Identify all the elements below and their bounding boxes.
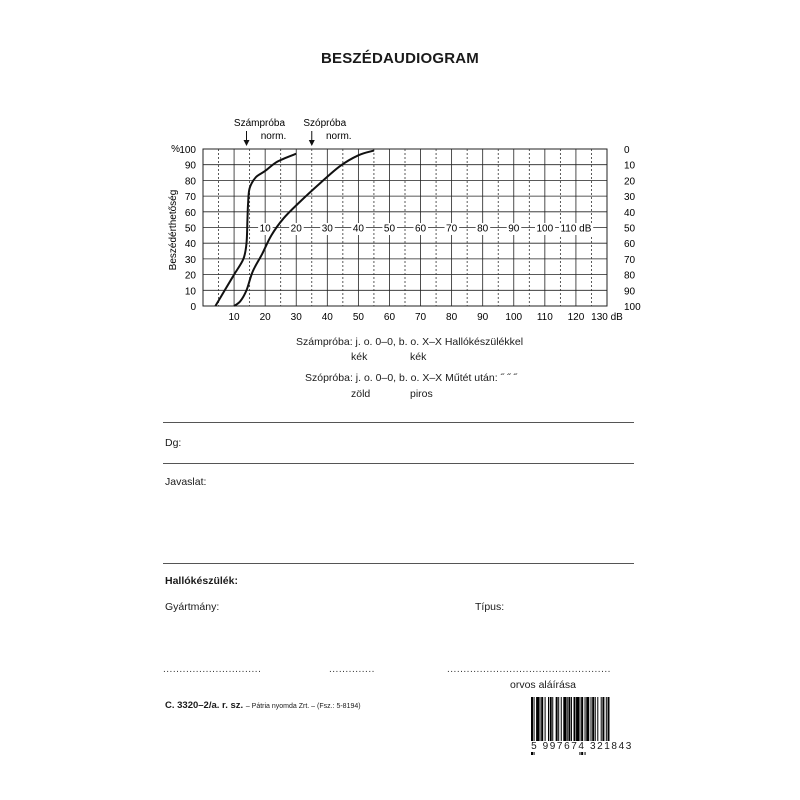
annotation-arrowhead: [309, 140, 315, 146]
signature-dots[interactable]: ..................................................: [447, 664, 611, 675]
y-tick-right: 50: [624, 223, 636, 235]
legend-row2-text: j. o. 0–0, b. o. X–X Műtét után: ˝ ˝ ˝: [355, 372, 517, 384]
y-tick-right: 40: [624, 207, 636, 219]
y-tick-right: 100: [624, 302, 641, 313]
x-tick-bottom: 120: [567, 312, 585, 323]
x-tick-bottom: 90: [477, 312, 489, 323]
barcode-bar: [606, 697, 607, 747]
x-tick-inner: 110 dB: [560, 223, 592, 235]
barcode-bar: [597, 697, 598, 747]
legend-row1: [296, 336, 523, 348]
barcode-bar: [591, 697, 592, 747]
x-tick-bottom: 20: [259, 312, 271, 323]
date-dots[interactable]: ..............: [329, 664, 375, 675]
chart-ticks: [179, 145, 641, 323]
barcode-bar: [592, 697, 594, 747]
page-title: BESZÉDAUDIOGRAM: [320, 50, 479, 67]
x-tick-inner: 100: [536, 223, 554, 235]
y-tick-left: 10: [184, 286, 196, 298]
legend-row2: [305, 372, 517, 384]
x-tick-inner: 70: [446, 223, 458, 235]
barcode-bar: [576, 697, 579, 747]
x-tick-inner: 60: [414, 223, 427, 235]
gyartmany-dots[interactable]: ..............................: [163, 664, 262, 675]
x-tick-bottom: 100: [505, 312, 523, 323]
javaslat-line[interactable]: [163, 563, 634, 564]
y-tick-right: 30: [624, 192, 636, 204]
x-tick-inner: 50: [383, 223, 396, 235]
x-tick-bottom: 10: [228, 312, 240, 323]
barcode-bar: [608, 697, 610, 747]
legend-row2-sub1: zöld: [351, 388, 371, 400]
barcode-bar: [540, 697, 541, 747]
y-tick-right: 60: [624, 239, 636, 251]
tipus-label: Típus:: [475, 601, 505, 613]
signature-label: orvos aláírása: [510, 679, 576, 691]
annotation-norm: norm.: [325, 131, 352, 142]
barcode-bar: [545, 697, 546, 747]
barcode-bar: [574, 697, 576, 747]
annotation-arrowhead: [244, 140, 250, 146]
legend-row2-sub2: piros: [410, 388, 433, 400]
footer-text: [165, 700, 361, 711]
y-tick-right: 0: [624, 145, 630, 156]
barcode-bar: [563, 697, 566, 747]
x-tick-bottom: 50: [352, 312, 364, 323]
x-tick-inner: 10: [259, 223, 271, 235]
x-tick-bottom: 80: [446, 312, 458, 323]
barcode-bar: [558, 697, 559, 747]
legend-row1-sub2: kék: [410, 351, 427, 363]
hallokeszulek-label: Hallókészülék:: [165, 575, 238, 587]
y-tick-left: 0: [190, 302, 196, 313]
y-axis-title: Beszédérthetőség: [168, 189, 179, 271]
x-tick-inner: 40: [352, 223, 364, 235]
y-tick-right: 20: [624, 176, 636, 188]
y-tick-left: 50: [184, 223, 196, 235]
barcode-bar: [602, 697, 604, 747]
legend-row2-prefix: Szópróba:: [305, 372, 353, 384]
dg-label: Dg:: [165, 437, 182, 449]
javaslat-label: Javaslat:: [165, 476, 207, 488]
x-tick-bottom: 110: [536, 312, 553, 323]
annotation-label: Számpróba: [233, 118, 286, 129]
x-tick-inner: 90: [508, 223, 520, 235]
y-tick-left: 40: [184, 239, 196, 251]
curve-szamproba: [215, 154, 296, 306]
x-tick-inner: 80: [477, 223, 489, 235]
printer-info: – Pátria nyomda Zrt. – (Fsz.: 5-8194): [245, 703, 361, 710]
dg-line[interactable]: [163, 463, 634, 464]
annotation-label: Szópróba: [303, 118, 347, 129]
y-tick-left: 100: [179, 145, 196, 156]
barcode-bar: [536, 697, 539, 747]
legend-row1-text: j. o. 0–0, b. o. X–X Hallókészülékkel: [355, 336, 524, 348]
annotation-norm: norm.: [260, 131, 287, 142]
y-tick-left: 80: [184, 176, 196, 188]
y-tick-right: 10: [624, 160, 636, 172]
barcode-bar: [552, 697, 553, 747]
y-unit-label: %: [171, 144, 180, 155]
y-tick-left: 90: [184, 160, 196, 172]
barcode-bar: [567, 697, 568, 747]
barcode-bar: [586, 697, 589, 747]
barcode-bar: [601, 697, 602, 747]
legend-row1-prefix: Számpróba:: [296, 336, 353, 348]
barcode-number: 5 997674 321843: [527, 741, 637, 752]
y-tick-right: 80: [624, 270, 636, 282]
form-code: C. 3320–2/a. r. sz.: [165, 700, 244, 711]
x-tick-bottom: 30: [290, 312, 302, 323]
y-tick-left: 30: [184, 254, 196, 266]
y-tick-right: 70: [624, 254, 636, 266]
divider: [163, 422, 634, 423]
barcode-bar: [541, 697, 543, 747]
barcode-bar: [556, 697, 558, 747]
x-tick-inner: 30: [321, 223, 333, 235]
gyartmany-label: Gyártmány:: [165, 601, 220, 613]
barcode-bar: [550, 697, 552, 747]
chart-annotations: [234, 118, 352, 146]
x-tick-bottom: 60: [383, 312, 396, 323]
audiogram-chart: [0, 0, 800, 340]
barcode-bar: [571, 697, 572, 747]
barcode-bar: [595, 697, 596, 747]
y-tick-left: 60: [184, 207, 196, 219]
barcode-bar: [548, 697, 549, 747]
legend-row1-sub1: kék: [351, 351, 368, 363]
barcode-bar: [561, 697, 562, 747]
x-tick-bottom: 40: [321, 312, 333, 323]
x-tick-bottom: 130 dB: [591, 312, 623, 323]
y-tick-left: 20: [184, 270, 196, 282]
y-tick-right: 90: [624, 286, 636, 298]
barcode-bar: [568, 697, 570, 747]
x-tick-bottom: 70: [414, 312, 427, 323]
x-tick-inner: 20: [290, 223, 302, 235]
y-tick-left: 70: [184, 192, 196, 204]
